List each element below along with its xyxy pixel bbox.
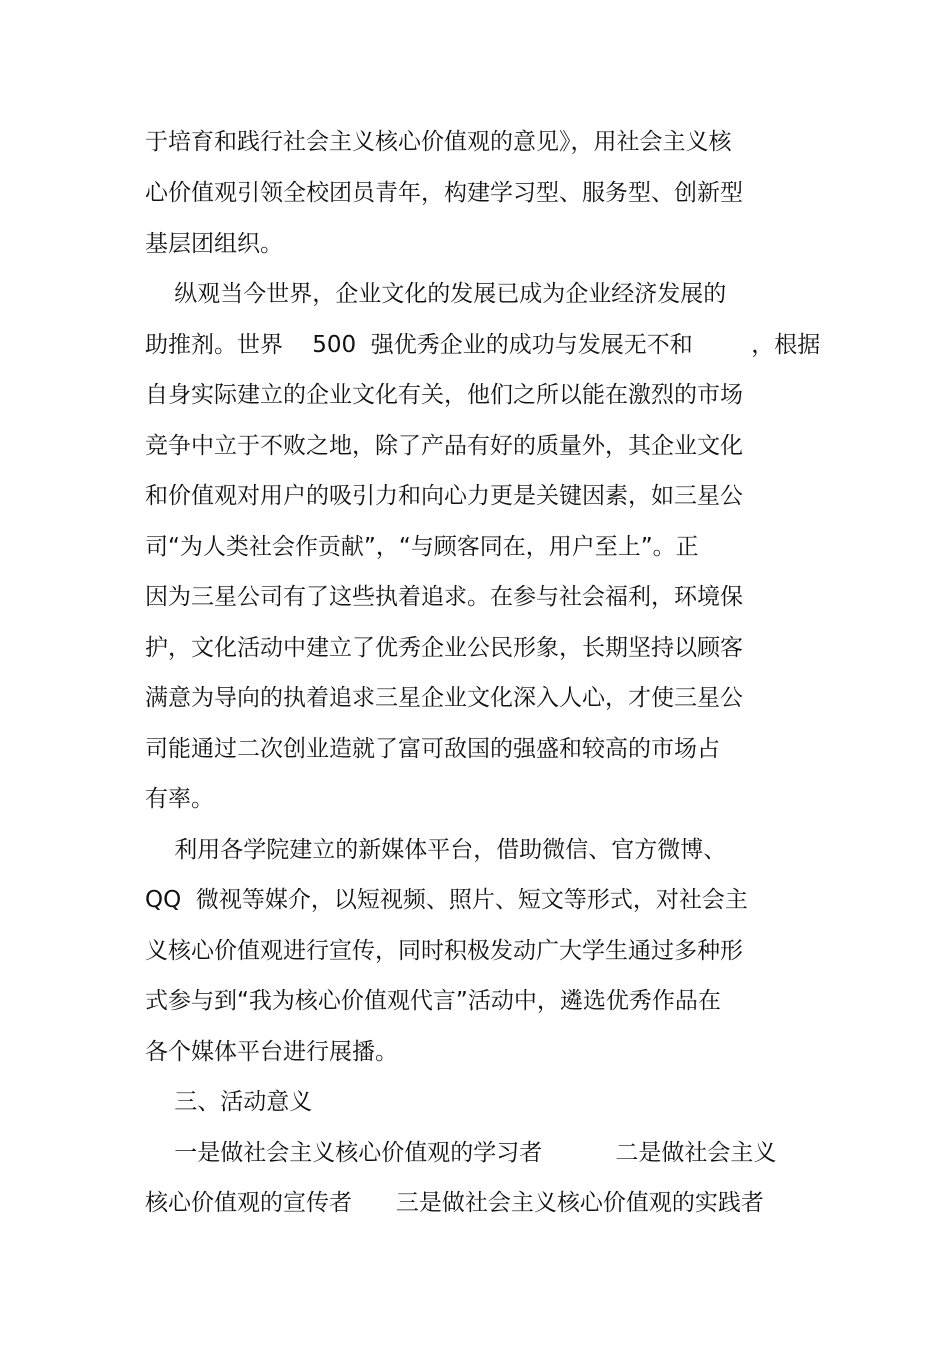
text-line: 竞争中立于不败之地，除了产品有好的质量外，其企业文化: [145, 433, 743, 459]
text-line: 和价值观对用户的吸引力和向心力更是关键因素，如三星公: [145, 483, 743, 509]
text-line: 司“为人类社会作贡献”，“与顾客同在，用户至上”。正: [145, 534, 699, 560]
text-line: 满意为导向的执着追求三星企业文化深入人心，才使三星公: [145, 685, 743, 711]
text-line: 因为三星公司有了这些执着追求。在参与社会福利，环境保: [145, 584, 743, 610]
text-line: 自身实际建立的企业文化有关，他们之所以能在激烈的市场: [145, 382, 743, 408]
text-line: 于培育和践行社会主义核心价值观的意见》，用社会主义核: [145, 129, 732, 155]
text-line: 式参与到“我为核心价值观代言”活动中，遴选优秀作品在: [145, 988, 721, 1014]
text-line: 核心价值观的宣传者 三是做社会主义核心价值观的实践者: [145, 1190, 764, 1216]
text-line: 助推剂。世界 500 强优秀企业的成功与发展无不和 ，根据: [145, 332, 821, 358]
text-line: 司能通过二次创业造就了富可敌国的强盛和较高的市场占: [145, 736, 720, 762]
text-line: 护，文化活动中建立了优秀企业公民形象，长期坚持以顾客: [145, 635, 743, 661]
section-heading: 三、活动意义: [145, 1089, 313, 1115]
text-line: 义核心价值观进行宣传，同时积极发动广大学生通过多种形: [145, 938, 743, 964]
text-line: 各个媒体平台进行展播。: [145, 1039, 398, 1065]
text-line: QQ 微视等媒介，以短视频、照片、短文等形式，对社会主: [145, 887, 748, 913]
text-line: 纵观当今世界，企业文化的发展已成为企业经济发展的: [145, 281, 727, 307]
text-line: 利用各学院建立的新媒体平台，借助微信、官方微博、: [145, 837, 727, 863]
text-line: 基层团组织。: [145, 231, 283, 257]
text-line: 心价值观引领全校团员青年，构建学习型、服务型、创新型: [145, 180, 743, 206]
text-line: 有率。: [145, 786, 214, 812]
text-line: 一是做社会主义核心价值观的学习者 二是做社会主义: [145, 1140, 777, 1166]
